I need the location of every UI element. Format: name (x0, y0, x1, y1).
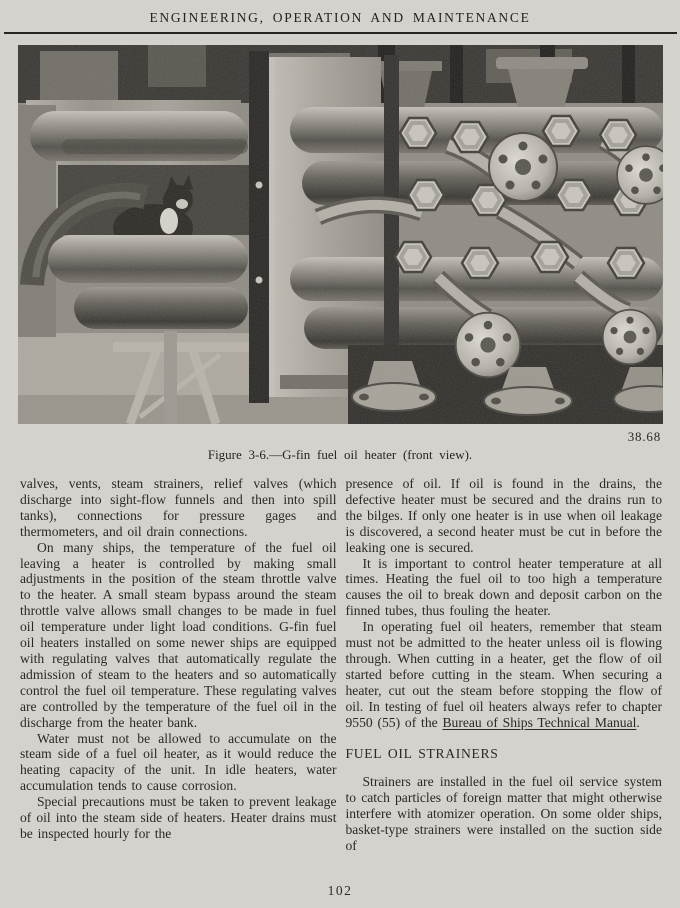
header-rule (4, 32, 677, 34)
body-text (20, 476, 662, 854)
paragraph-text: . (636, 714, 640, 730)
left-column (20, 476, 337, 854)
figure-caption: Figure 3-6.—G-fin fuel oil heater (front view). (207, 447, 473, 462)
page-number: 102 (327, 883, 353, 898)
paragraph-water-accumulation: Water must not be allowed to accumulate on the steam side of a fuel oil heater, as it would reduce the heating capacity of the unit. In idle heaters, water accumulation tends to cause corrosion. (20, 730, 337, 794)
figure-3-6 (0, 45, 680, 463)
paragraph-special-precautions: Special precautions must be taken to prevent leakage of oil into the steam side of heaters. Heater drains must be inspected hourly for the (20, 794, 337, 841)
paragraph-text: In operating fuel oil heaters, remember that steam must not be admitted to the heater unless oil is flowing through. When cutting in a heater, get the flow of oil started before cutting in the steam. When securing a heater, cut out the steam before stopping the flow of oil. In testing of fuel oil heaters always refer to chapter 9550 (55) of the (345, 619, 662, 730)
right-column (346, 476, 663, 854)
paragraph-presence-of-oil: presence of oil. If oil is found in the drains, the defective heater must be secured and the drains run to the bilges. If only one heater is in use when oil leakage is discovered, a second heater must be cut in before the leaking one is secured. (345, 476, 662, 555)
running-header: ENGINEERING, OPERATION AND MAINTENANCE (149, 10, 531, 25)
photo-id-number: 38.68 (627, 429, 661, 444)
paragraph-heater-temperature: It is important to control heater temperature at all times. Heating the fuel oil to too high a temperature causes the oil to break down and deposit carbon on the finned tubes, thus fouling the heater. (345, 555, 662, 619)
heater-photo-illustration (18, 45, 663, 424)
paragraph-temperature-control: On many ships, the temperature of the fuel oil leaving a heater is controlled by making small adjustments in the position of the steam throttle valve to the heater. A small steam bypass around the steam throttle valve allows small changes to be made in fuel oil temperature under light load conditions. G-fin fuel oil heaters installed on some newer ships are equipped with regulating valves that automatically regulate the admission of steam to the heaters and so automatically control the fuel oil temperature. These regulating valves are controlled by the temperature of the fuel oil in the discharge from the heater bank. (20, 539, 337, 730)
manual-reference: Bureau of Ships Technical Manual (442, 714, 637, 730)
section-heading-fuel-oil-strainers: FUEL OIL STRAINERS (345, 745, 499, 761)
heater-photograph (18, 45, 663, 424)
paragraph-strainers: Strainers are installed in the fuel oil service system to catch particles of foreign matter that might otherwise interfere with atomizer operation. On some older ships, basket-type strainers were installed on the suction side of (345, 774, 662, 854)
paragraph-valves-vents: valves, vents, steam strainers, relief valves (which discharge into sight-flow funnels and then into spill tanks), connections for pressure gages and thermometers, and oil drain connections. (20, 476, 337, 539)
paragraph-operating-heaters (346, 619, 663, 730)
